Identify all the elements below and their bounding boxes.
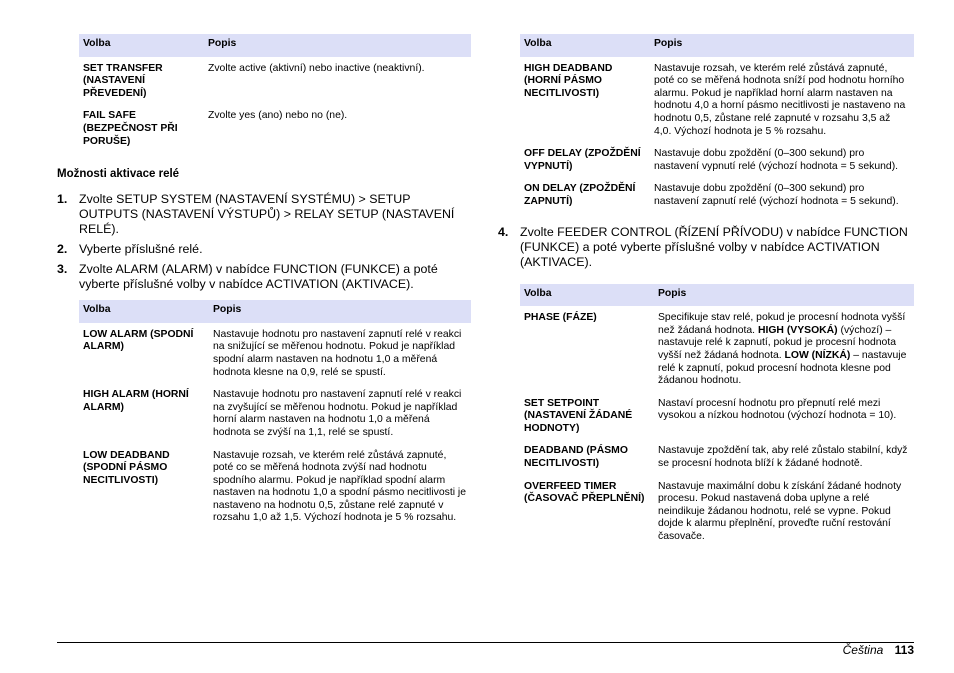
table-row — [520, 392, 914, 440]
deadband-delay-table — [520, 34, 914, 213]
option-description: Nastaví procesní hodnotu pro přepnutí relé mezi vysokou a nízkou hodnotou (výchozí hodnota = 10). — [658, 397, 897, 422]
column-header-description: Popis — [204, 34, 471, 57]
option-description — [654, 306, 914, 392]
phase-desc-part: Specifikuje stav relé, pokud je procesní hodnota vyšší než žádaná hodnota. — [658, 312, 906, 336]
option-term: OVERFEED TIMER (ČASOVAČ PŘEPLNĚNÍ) — [524, 480, 645, 505]
option-description: Nastavuje dobu zpoždění (0–300 sekund) pro nastavení zapnutí relé (výchozí hodnota = 5 sekund). — [654, 183, 899, 207]
table-row — [520, 439, 914, 474]
section-heading: Možnosti aktivace relé — [57, 168, 180, 181]
steps-list — [498, 224, 914, 270]
footer-language: Čeština — [842, 643, 884, 657]
step-item — [57, 262, 471, 292]
column-header-description: Popis — [654, 284, 914, 307]
column-header-option: Volba — [79, 34, 204, 57]
column-header-option: Volba — [79, 300, 209, 323]
table-row — [520, 57, 914, 143]
column-header-option: Volba — [520, 34, 650, 57]
alarm-options-table — [79, 300, 471, 529]
steps-list — [57, 192, 471, 292]
table-row — [520, 306, 914, 392]
table-header-row — [79, 300, 471, 323]
option-term: LOW ALARM (SPODNÍ ALARM) — [83, 328, 194, 353]
column-header-description: Popis — [209, 300, 471, 323]
feeder-options-table — [520, 284, 914, 548]
option-description: Nastavuje maximální dobu k získání žádané hodnoty procesu. Pokud nastavená doba uplyne a relé neindikuje žádanou hodnotu, relé se vypne. Pokud dojde k alarmu přeplnění, proveďte ruční restování časovače. — [658, 480, 902, 543]
step-item — [57, 192, 471, 237]
option-term: FAIL SAFE (BEZPEČNOST PŘI PORUŠE) — [83, 110, 178, 147]
option-description: Nastavuje hodnotu pro nastavení zapnutí relé v reakci na snižující se měřenou hodnotu. Pokud je například spodní alarm nastaven na hodnotu 1,0 a měřená hodnota klesne na 0,9, relé se spustí. — [213, 328, 462, 378]
table-row — [520, 177, 914, 212]
phase-high-label: HIGH (VYSOKÁ) — [757, 324, 838, 336]
step-number: 1. — [57, 192, 68, 207]
transfer-options-table — [79, 34, 471, 152]
left-column — [57, 34, 471, 529]
option-term: HIGH DEADBAND (HORNÍ PÁSMO NECITLIVOSTI) — [524, 62, 613, 99]
option-description: Nastavuje dobu zpoždění (0–300 sekund) pro nastavení vypnutí relé (výchozí hodnota = 5 sekund). — [654, 148, 899, 172]
column-header-option: Volba — [520, 284, 654, 307]
footer-divider — [57, 642, 914, 643]
option-description: Nastavuje rozsah, ve kterém relé zůstává zapnuté, poté co se měřená hodnota zvýší nad hodnotu spodního alarmu. Pokud je například spodní alarm nastaven na hodnotu 1,0 a spodní pásmo necitlivosti je nastaveno na hodnotu 0,5, zůstane relé zapnuté v rozsahu 1,0 až 1,5. Výchozí hodnota je 5 % rozsahu. — [213, 449, 467, 524]
option-description: Nastavuje hodnotu pro nastavení zapnutí relé v reakci na zvyšující se měřenou hodnotu. Pokud je například horní alarm nastaven na hodnotu 1,0 a měřená hodnota se zvýší na 1,1, relé se spustí. — [213, 389, 462, 438]
option-description: Nastavuje rozsah, ve kterém relé zůstává zapnuté, poté co se měřená hodnota sníží pod hodnotu horního alarmu. Pokud je například horní alarm nastaven na hodnotu 4,0 a horní pásmo necitlivosti je nastaveno na hodnotu 0,5, zůstane relé zapnuté v rozsahu 3,5 až 4,0. Výchozí hodnota je 5 % rozsahu. — [654, 62, 906, 137]
option-term: LOW DEADBAND (SPODNÍ PÁSMO NECITLIVOSTI) — [83, 449, 170, 486]
option-description: Zvolte active (aktivní) nebo inactive (neaktivní). — [208, 62, 425, 74]
table-header-row — [520, 284, 914, 307]
step-text: Zvolte SETUP SYSTEM (NASTAVENÍ SYSTÉMU) > SETUP OUTPUTS (NASTAVENÍ VÝSTUPŮ) > RELAY SETUP (NASTAVENÍ RELÉ). — [79, 192, 455, 237]
phase-low-label: LOW (NÍZKÁ) — [784, 349, 851, 361]
option-term: DEADBAND (PÁSMO NECITLIVOSTI) — [524, 445, 628, 470]
option-term: ON DELAY (ZPOŽDĚNÍ ZAPNUTÍ) — [524, 183, 636, 207]
step-number: 3. — [57, 262, 68, 277]
step-text: Zvolte FEEDER CONTROL (ŘÍZENÍ PŘÍVODU) v nabídce FUNCTION (FUNKCE) a poté vyberte příslušné volby v nabídce ACTIVATION (AKTIVACE). — [520, 224, 908, 269]
phase-desc-part: – nastavuje relé k zapnutí, pokud procesní hodnota klesne pod žádanou hodnotu. — [658, 349, 907, 387]
table-row — [79, 444, 471, 530]
table-row — [79, 104, 471, 152]
step-item — [57, 242, 471, 257]
option-term: HIGH ALARM (HORNÍ ALARM) — [83, 389, 189, 413]
phase-desc-part: (výchozí) – nastavuje relé k zapnutí, pokud je procesní hodnota vyšší než žádaná hodnota. — [658, 324, 896, 361]
right-column — [498, 34, 914, 548]
column-header-description: Popis — [650, 34, 914, 57]
option-term: OFF DELAY (ZPOŽDĚNÍ VYPNUTÍ) — [524, 148, 641, 172]
step-text: Zvolte ALARM (ALARM) v nabídce FUNCTION (FUNKCE) a poté vyberte příslušné volby v nabídce ACTIVATION (AKTIVACE). — [79, 262, 438, 292]
step-number: 4. — [498, 224, 509, 239]
table-row — [520, 475, 914, 548]
page-number: 113 — [894, 643, 914, 657]
step-item — [498, 224, 914, 270]
step-number: 2. — [57, 242, 68, 257]
table-row — [79, 383, 471, 443]
option-term: SET TRANSFER (NASTAVENÍ PŘEVEDENÍ) — [83, 62, 163, 99]
option-description: Nastavuje zpoždění tak, aby relé zůstalo stabilní, když se procesní hodnota blíží k žádané hodnotě. — [658, 445, 908, 470]
table-header-row — [79, 34, 471, 57]
table-header-row — [520, 34, 914, 57]
table-row — [79, 57, 471, 105]
option-term: SET SETPOINT (NASTAVENÍ ŽÁDANÉ HODNOTY) — [524, 397, 633, 434]
option-term: PHASE (FÁZE) — [524, 312, 597, 324]
table-row — [520, 142, 914, 177]
table-row — [79, 323, 471, 383]
step-text: Vyberte příslušné relé. — [79, 242, 203, 257]
option-description: Zvolte yes (ano) nebo no (ne). — [208, 110, 348, 122]
page-footer — [843, 643, 914, 657]
